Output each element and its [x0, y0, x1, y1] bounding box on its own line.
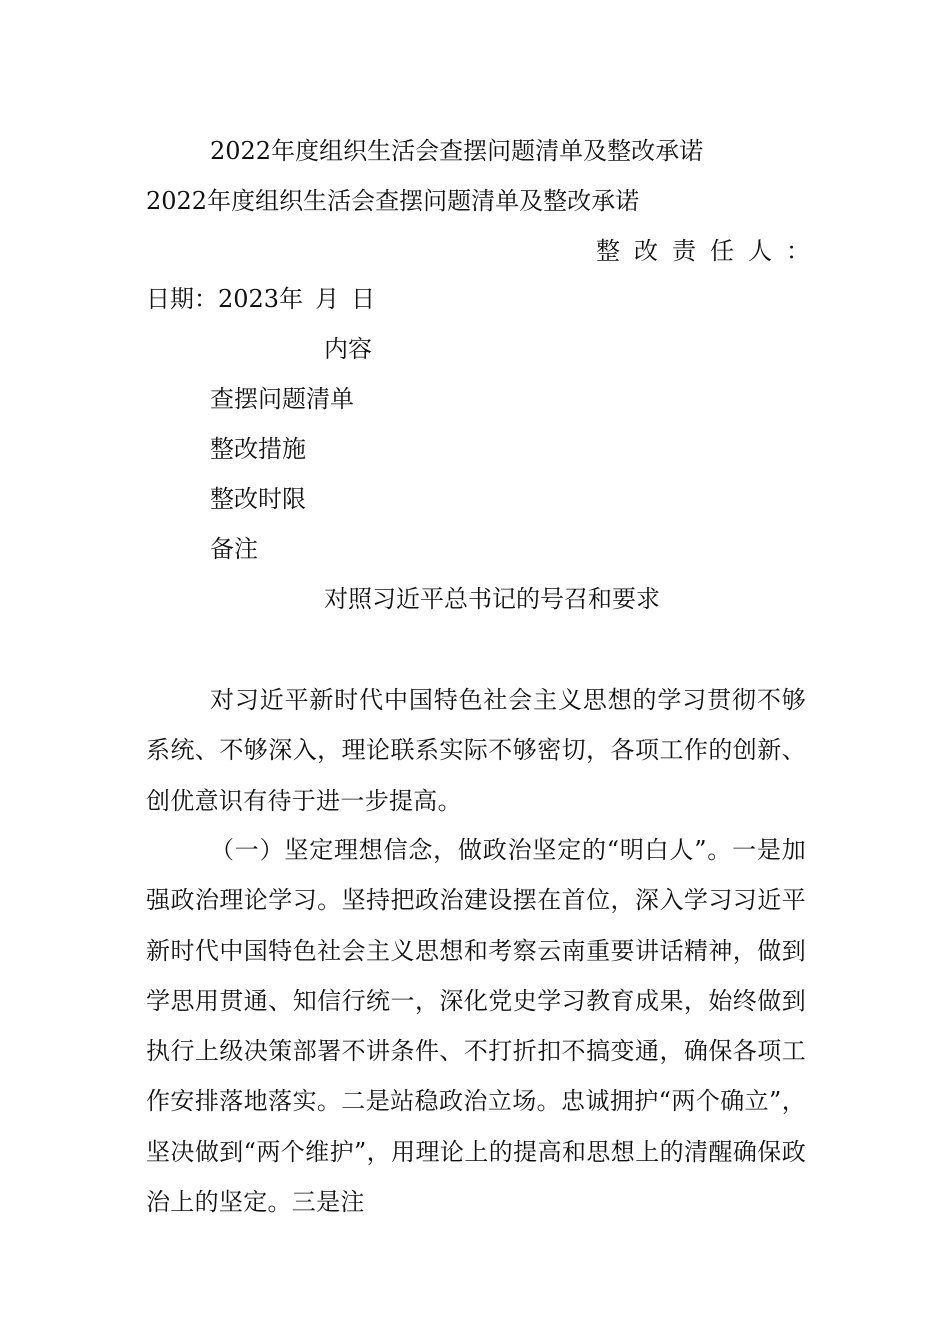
subject-heading: 对照习近平总书记的号召和要求 [324, 585, 660, 613]
document-title: 2022年度组织生活会查摆问题清单及整改承诺 [210, 137, 704, 165]
document-title-repeat: 2022年度组织生活会查摆问题清单及整改承诺 [146, 187, 640, 215]
date-line [146, 274, 375, 324]
content-heading: 内容 [324, 335, 372, 363]
paragraph-measures: （一）坚定理想信念，做政治坚定的“明白人”。一是加强政治理论学习。坚持把政治建设摆在首位，深入学习习近平新时代中国特色社会主义思想和考察云南重要讲话精神，做到学思用贯通、知信行统一，深化党史学习教育成果，始终做到执行上级决策部署不讲条件、不打折扣不搞变通，确保各项工作安排落地落实。二是站稳政治立场。忠诚拥护“两个确立”，坚决做到“两个维护”，用理论上的提高和思想上的清醒确保政治上的坚定。三是注 [146, 836, 806, 1217]
date-prefix: 日期：2023年 [146, 285, 304, 313]
column-deadline: 整改时限 [210, 485, 306, 513]
responsible-person-label: 整改责任人： [596, 237, 824, 265]
column-measures: 整改措施 [210, 435, 306, 463]
date-month: 月 [315, 285, 340, 313]
column-remarks: 备注 [210, 535, 258, 563]
column-issue-list: 查摆问题清单 [210, 385, 354, 413]
paragraph-issue: 对习近平新时代中国特色社会主义思想的学习贯彻不够系统、不够深入，理论联系实际不够密切，各项工作的创新、创优意识有待于进一步提高。 [146, 686, 806, 815]
date-day: 日 [351, 285, 376, 313]
